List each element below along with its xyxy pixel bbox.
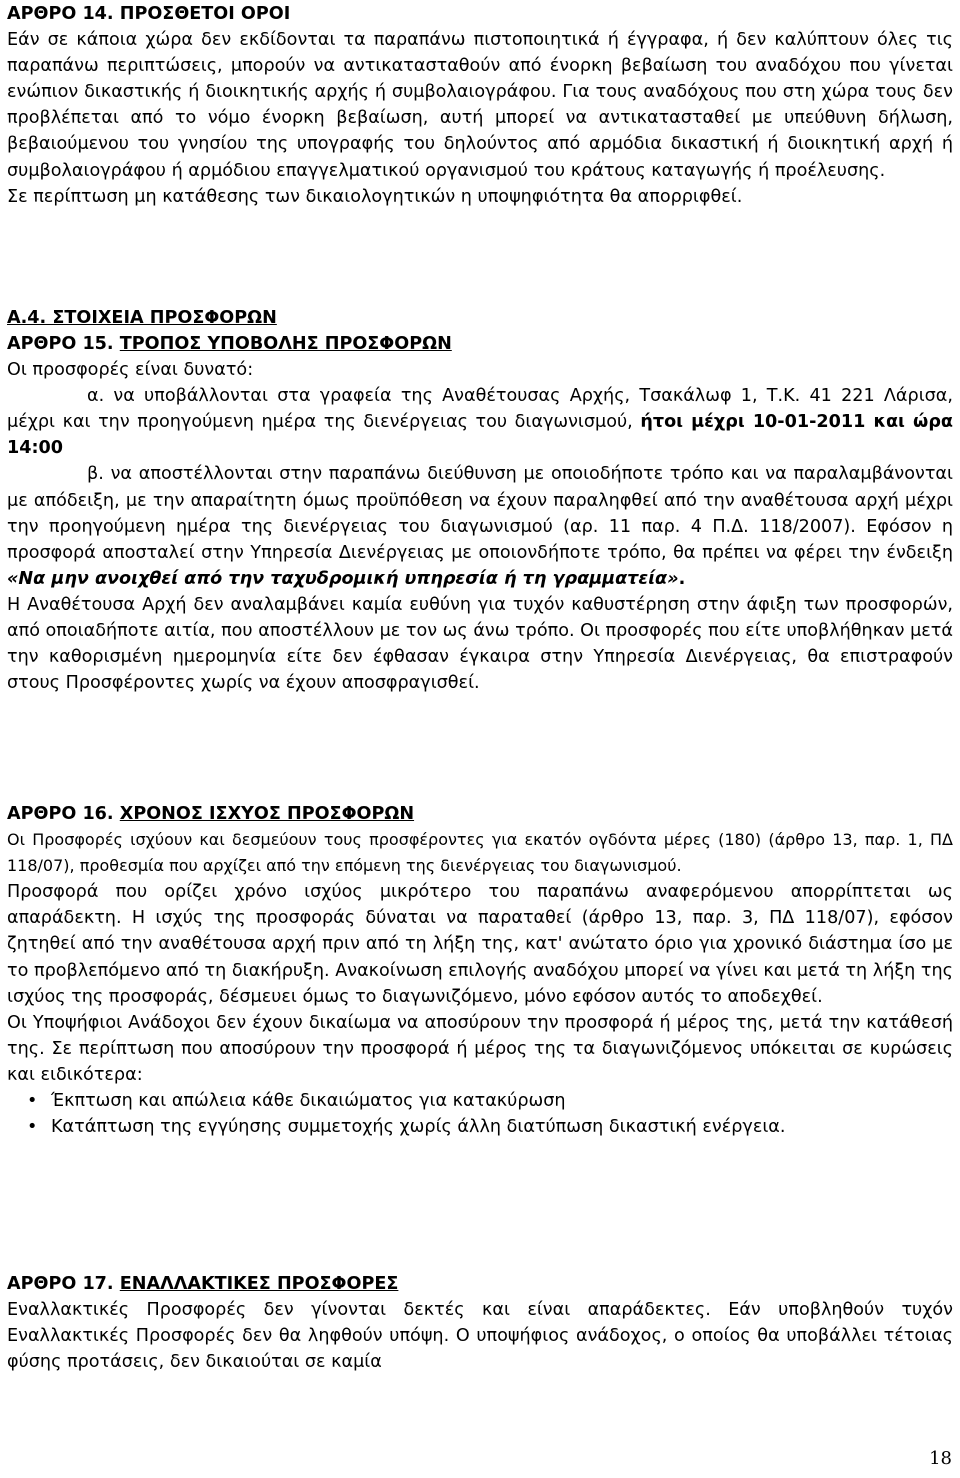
bullet-icon: • — [27, 1117, 38, 1138]
article-17-number: ΑΡΘΡΟ 17. — [7, 1274, 114, 1294]
list-item — [7, 1088, 953, 1114]
article-16-sanctions-list — [7, 1088, 953, 1140]
article-15 — [7, 331, 953, 696]
section-a4 — [7, 305, 953, 331]
article-15-item-b — [7, 461, 953, 591]
article-16 — [7, 801, 953, 1140]
article-15-heading — [7, 331, 953, 357]
list-item — [7, 1114, 953, 1140]
article-14-heading: ΑΡΘΡΟ 14. ΠΡΟΣΘΕΤΟΙ ΟΡΟΙ — [7, 4, 291, 24]
article-15-title: ΤΡΟΠΟΣ ΥΠΟΒΟΛΗΣ ΠΡΟΣΦΟΡΩΝ — [119, 334, 452, 354]
article-17-paragraph-1: Εναλλακτικές Προσφορές δεν γίνονται δεκτές και είναι απαράδεκτες. Εάν υποβληθούν τυχόν Εναλλακτικές Προσφορές δεν θα ληφθούν υπόψη. Ο υποψήφιος ανάδοχος, ο οποίος θα υποβάλλει τέτοιας φύσης προτάσεις, δεν δικαιούται σε καμία — [7, 1300, 953, 1373]
bullet-icon: • — [27, 1091, 38, 1112]
list-item-text: Κατάπτωση της εγγύησης συμμετοχής χωρίς άλλη διατύπωση δικαστική ενέργεια. — [51, 1117, 786, 1138]
list-item-text: Έκπτωση και απώλεια κάθε δικαιώματος για κατακύρωση — [51, 1091, 566, 1112]
article-16-number: ΑΡΘΡΟ 16. — [7, 804, 114, 824]
article-17-title: ΕΝΑΛΛΑΚΤΙΚΕΣ ΠΡΟΣΦΟΡΕΣ — [119, 1274, 399, 1294]
article-16-paragraph-3: Οι Υποψήφιοι Ανάδοχοι δεν έχουν δικαίωμα να αποσύρουν την προσφορά ή μέρος της, μετά την κατάθεσή της. Σε περίπτωση που αποσύρουν την προσφορά ή μέρος της τα διαγωνιζόμενος υπόκειται σε κυρώσεις και ειδικότερα: — [7, 1012, 953, 1085]
article-15-intro: Οι προσφορές είναι δυνατό: — [7, 360, 254, 381]
article-17-heading — [7, 1271, 953, 1297]
article-16-paragraph-1: Οι Προσφορές ισχύουν και δεσμεύουν τους προσφέροντες για εκατόν ογδόντα μέρες (180) (άρθρο 13, παρ. 1, ΠΔ 118/07), προθεσμία που αρχίζει από την επόμενη της διενέργειας του διαγωνισμού. — [7, 830, 953, 876]
article-15-marking: «Να μην ανοιχθεί από την ταχυδρομική υπηρεσία ή τη γραμματεία» — [7, 568, 679, 589]
section-a4-heading: Α.4. ΣΤΟΙΧΕΙΑ ΠΡΟΣΦΟΡΩΝ — [7, 308, 277, 328]
article-14-paragraph-2: Σε περίπτωση μη κατάθεσης των δικαιολογητικών η υποψηφιότητα θα απορριφθεί. — [7, 186, 743, 207]
article-15-item-b-text: β. να αποστέλλονται στην παραπάνω διεύθυνση με οποιοδήποτε τρόπο και να παραλαμβάνονται με απόδειξη, με την απαραίτητη όμως προϋπόθεση να έχουν παραληφθεί από την αναθέτουσα αρχή μέχρι την προηγούμενη ημέρα της διενέργειας του διαγωνισμού (αρ. 11 παρ. 4 Π.Δ. 118/2007). Εφόσον η προσφορά αποσταλεί στην Υπηρεσία Διενέργειας με οποιονδήποτε τρόπο, θα πρέπει να φέρει την ένδειξη — [7, 464, 953, 563]
article-15-item-a-text: α. να υποβάλλονται στα γραφεία της Αναθέτουσας Αρχής, Τσακάλωφ 1, Τ.Κ. 41 221 Λάρισα, μέχρι και την προηγούμενη ημέρα της διενέργειας του διαγωνισμού, — [7, 386, 953, 433]
article-15-item-b-end: . — [678, 568, 686, 589]
page-number: 18 — [929, 1448, 952, 1469]
article-15-number: ΑΡΘΡΟ 15. — [7, 334, 114, 354]
article-14 — [7, 1, 953, 210]
article-14-paragraph-1: Εάν σε κάποια χώρα δεν εκδίδονται τα παραπάνω πιστοποιητικά ή έγγραφα, ή δεν καλύπτουν όλες τις παραπάνω περιπτώσεις, μπορούν να αντικατασταθούν από ένορκη βεβαίωση του αναδόχου που γίνεται ενώπιον δικαστικής ή διοικητικής αρχής ή συμβολαιογράφου. Για τους αναδόχους που στη χώρα τους δεν προβλέπεται από το νόμο ένορκη βεβαίωση, αυτή μπορεί να αντικατασταθεί με υπεύθυνη δήλωση, βεβαιούμενου του γνησίου της υπογραφής του δηλούντος από αρμόδια δικαστική ή διοικητική αρχή ή συμβολαιογράφου ή αρμόδιου επαγγελματικού οργανισμού του κράτους καταγωγής ή προέλευσης. — [7, 30, 953, 181]
article-16-paragraph-2: Προσφορά που ορίζει χρόνο ισχύος μικρότερο του παραπάνω αναφερόμενου απορρίπτεται ως απαράδεκτη. Η ισχύς της προσφοράς δύναται να παραταθεί (άρθρο 13, παρ. 3, ΠΔ 118/07), εφόσον ζητηθεί από την αναθέτουσα αρχή πριν από τη λήξη της, κατ' ανώτατο όριο για χρονικό διάστημα ίσο με το προβλεπόμενο από τη διακήρυξη. Ανακοίνωση επιλογής αναδόχου μπορεί να γίνει και μετά τη λήξη της ισχύος της προσφοράς, δέσμευει όμως το διαγωνιζόμενο, μόνο εφόσον αυτός το αποδεχθεί. — [7, 882, 953, 1007]
article-15-deadline: ήτοι μέχρι 10-01-2011 και ώρα 14:00 — [7, 412, 954, 459]
article-15-closing: Η Αναθέτουσα Αρχή δεν αναλαμβάνει καμία ευθύνη για τυχόν καθυστέρηση στην άφιξη των προσφορών, από οποιαδήποτε αιτία, που αποστέλλουν με τον ως άνω τρόπο. Οι προσφορές που είτε υποβλήθηκαν μετά την καθορισμένη ημερομηνία είτε δεν έφθασαν έγκαιρα στην Υπηρεσία Διενέργειας, θα επιστραφούν στους Προσφέροντες χωρίς να έχουν αποσφραγισθεί. — [7, 594, 953, 694]
article-16-heading — [7, 801, 953, 827]
article-17 — [7, 1271, 953, 1375]
article-16-title: ΧΡΟΝΟΣ ΙΣΧΥΟΣ ΠΡΟΣΦΟΡΩΝ — [119, 804, 415, 824]
article-15-item-a — [7, 383, 953, 461]
